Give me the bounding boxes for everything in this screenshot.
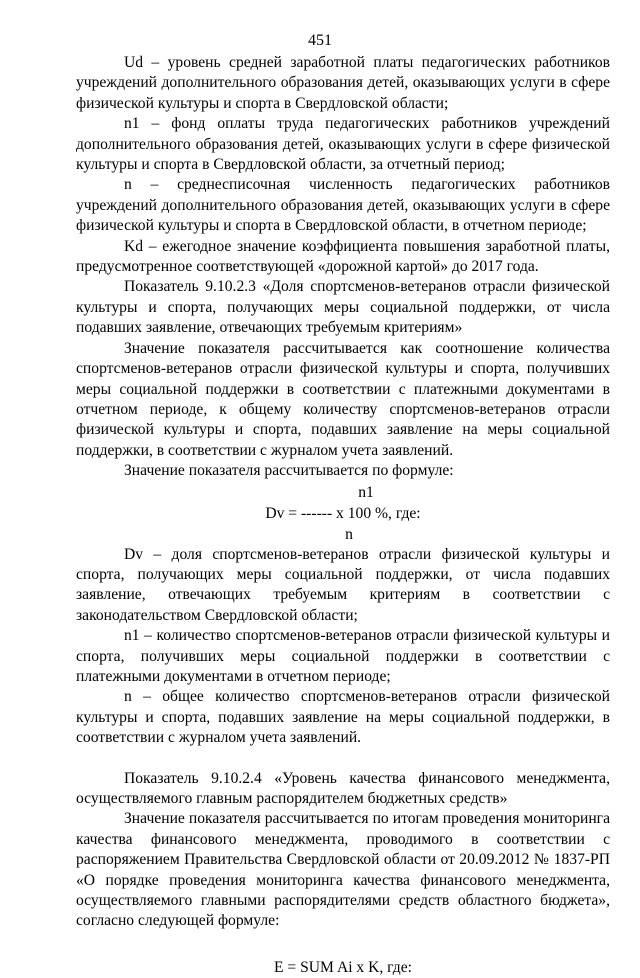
document-body [76, 53, 610, 978]
formula-dv [76, 482, 610, 545]
formula-denominator: n [345, 525, 353, 543]
paragraph: Значение показателя рассчитывается по итогам проведения мониторинга качества финансового менеджмента, проводимого в соответствии с распоряжением Правительства Свердловской области от 20.09.2012 № 1837-РП «О порядке проведения мониторинга качества финансового менеджмента, осуществляемого главными распорядителями средств областного бюджета», согласно следующей формуле: [76, 810, 610, 930]
indicator-heading: Показатель 9.10.2.4 «Уровень качества финансового менеджмента, осуществляемого главным распорядителем бюджетных средств» [76, 769, 610, 807]
paragraph: n1 – количество спортсменов-ветеранов отрасли физической культуры и спорта, получивших меры социальной поддержки в соответствии с платежными документами в отчетном периоде; [76, 627, 610, 685]
paragraph: Dv – доля спортсменов-ветеранов отрасли физической культуры и спорта, получающих меры социальной поддержки, от числа подавших заявление, отвечающих требуемым критериям в соответствии с законодательством Свердловской области; [76, 545, 610, 624]
paragraph: n – среднесписочная численность педагогических работников учреждений дополнительного образования детей, оказывающих услуги в сфере физической культуры и спорта в Свердловской области, в отчетном периоде; [76, 176, 610, 235]
paragraph: n – общее количество спортсменов-ветеранов отрасли физической культуры и спорта, подавших заявление на меры социальной поддержки, в соответствии с журналом учета заявлений. [76, 688, 610, 747]
formula-numerator: n1 [358, 483, 374, 501]
page-number: 451 [308, 32, 332, 49]
spacer [76, 749, 610, 769]
indicator-heading: Показатель 9.10.2.3 «Доля спортсменов-ветеранов отрасли физической культуры и спорта, получающих меры социальной поддержки, от числа подавших заявление, отвечающих требуемым критериям» [76, 278, 610, 337]
paragraph: Ud – уровень средней заработной платы педагогических работников учреждений дополнительного образования детей, оказывающих услуги в сфере физической культуры и спорта в Свердловской области; [76, 54, 610, 112]
paragraph: Значение показателя рассчитывается как соотношение количества спортсменов-ветеранов отрасли физической культуры и спорта, получивших меры социальной поддержки в соответствии с платежными документами в отчетном периоде, к общему количеству спортсменов-ветеранов отрасли физической культуры и спорта, подавших заявление на меры социальной поддержки, в соответствии с журналом учета заявлений. [76, 339, 610, 459]
formula-line: Dv = ------ x 100 %, где: [265, 504, 421, 522]
paragraph: Значение показателя рассчитывается по формуле: [124, 462, 454, 480]
paragraph: Kd – ежегодное значение коэффициента повышения заработной платы, предусмотренное соответствующей «дорожной картой» до 2017 года. [76, 237, 610, 276]
paragraph: n1 – фонд оплаты труда педагогических работников учреждений дополнительного образования детей, оказывающих услуги в сфере физической культуры и спорта в Свердловской области, за отчетный период; [76, 115, 610, 174]
formula-e: E = SUM Ai x K, где: [273, 958, 412, 976]
